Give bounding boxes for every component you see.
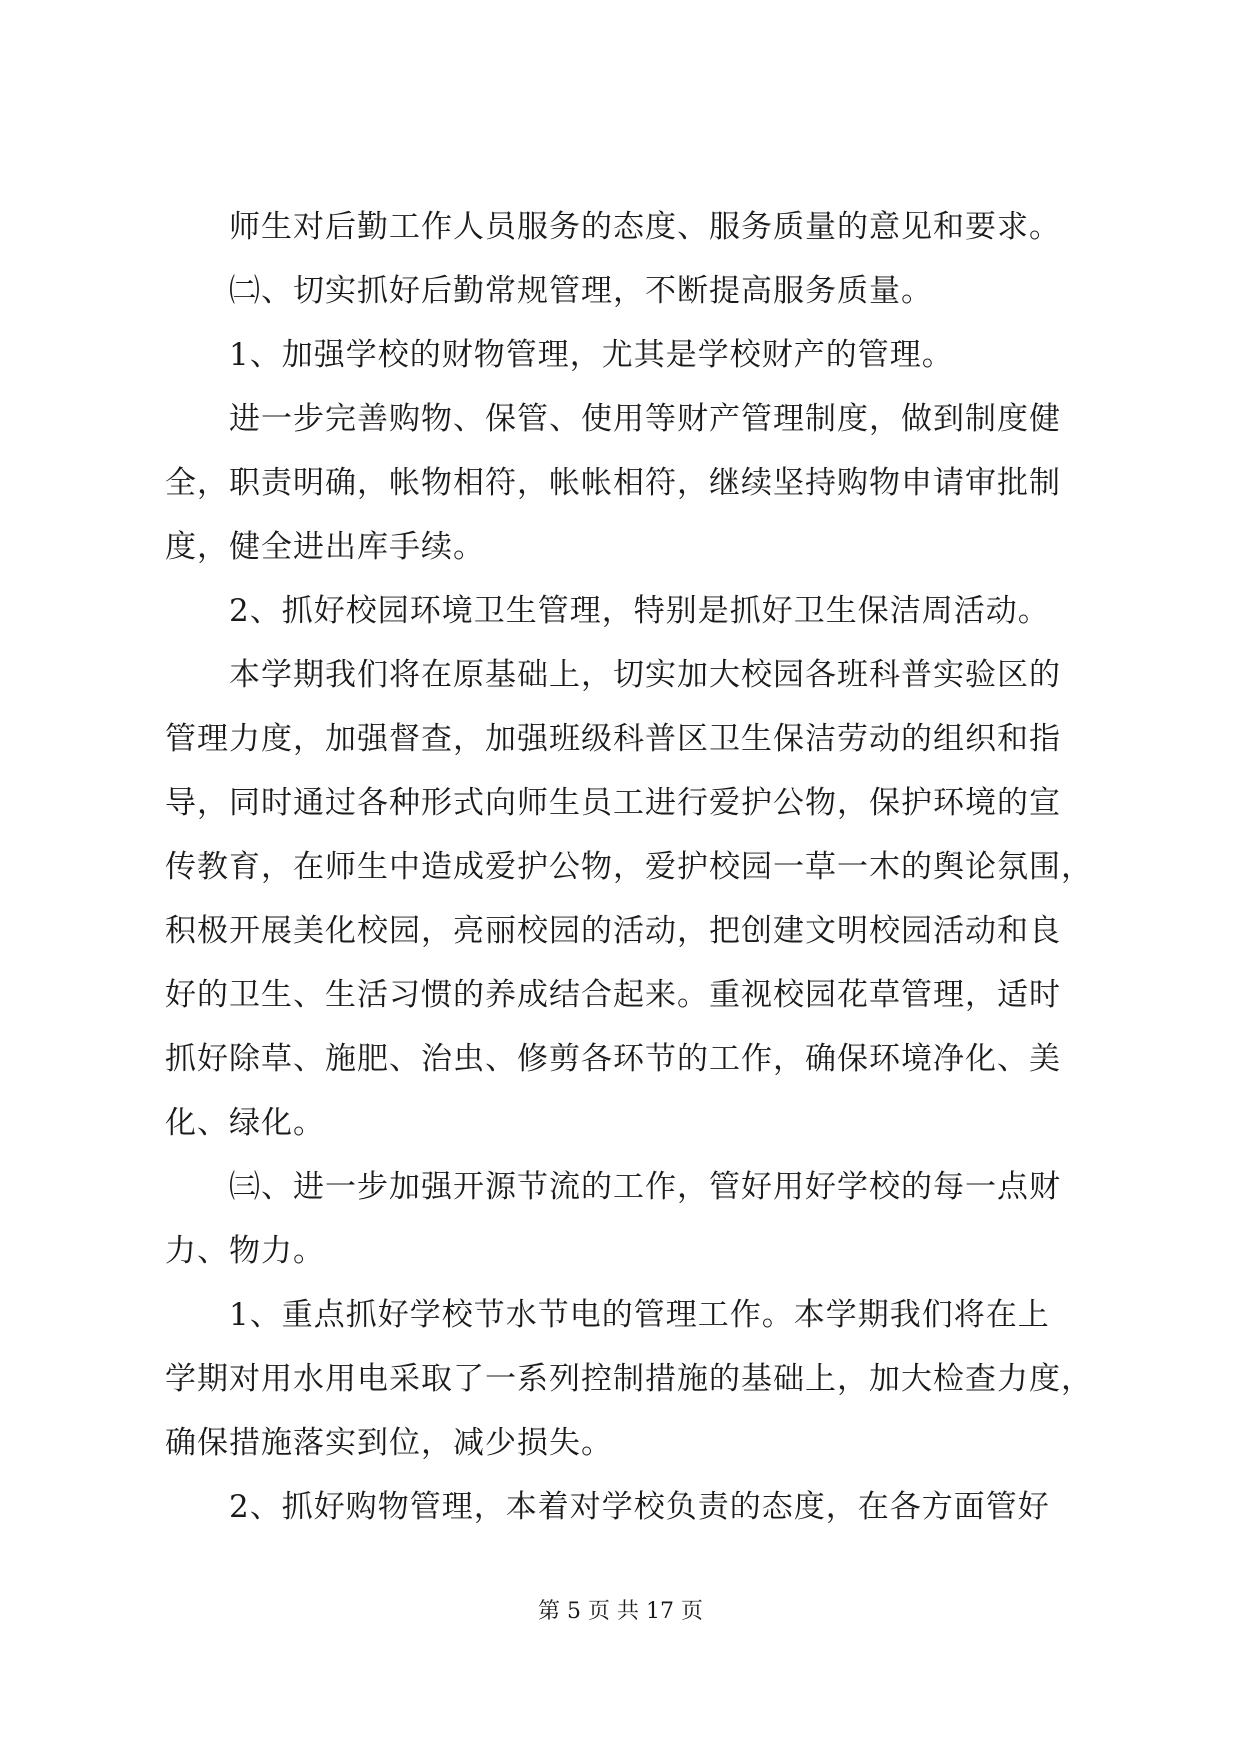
text-line: ㈡、切实抓好后勤常规管理，不断提高服务质量。 <box>229 273 933 309</box>
text-line: 2、抓好购物管理，本着对学校负责的态度，在各方面管好 <box>229 1489 1050 1525</box>
text-line: 进一步完善购物、保管、使用等财产管理制度，做到制度健 <box>229 401 1061 437</box>
text-line: 学期对用水用电采取了一系列控制措施的基础上，加大检查力度， <box>165 1361 1093 1397</box>
text-line: 1、重点抓好学校节水节电的管理工作。本学期我们将在上 <box>229 1297 1050 1333</box>
text-line: 度，健全进出库手续。 <box>165 529 485 565</box>
text-line: 管理力度，加强督查，加强班级科普区卫生保洁劳动的组织和指 <box>165 721 1061 757</box>
text-line: 师生对后勤工作人员服务的态度、服务质量的意见和要求。 <box>229 209 1061 245</box>
text-line: 2、抓好校园环境卫生管理，特别是抓好卫生保洁周活动。 <box>229 593 1050 629</box>
text-line: 确保措施落实到位，减少损失。 <box>165 1425 613 1461</box>
page-number-footer: 第 5 页 共 17 页 <box>538 1599 703 1624</box>
text-line: 化、绿化。 <box>165 1105 325 1141</box>
text-line: 传教育，在师生中造成爱护公物，爱护校园一草一木的舆论氛围， <box>165 849 1093 885</box>
text-line: 抓好除草、施肥、治虫、修剪各环节的工作，确保环境净化、美 <box>165 1041 1061 1077</box>
text-line: ㈢、进一步加强开源节流的工作，管好用好学校的每一点财 <box>229 1169 1061 1205</box>
text-line: 好的卫生、生活习惯的养成结合起来。重视校园花草管理，适时 <box>165 977 1061 1013</box>
text-line: 积极开展美化校园，亮丽校园的活动，把创建文明校园活动和良 <box>165 913 1061 949</box>
text-line: 1、加强学校的财物管理，尤其是学校财产的管理。 <box>229 337 954 373</box>
text-line: 力、物力。 <box>165 1233 325 1269</box>
text-line: 导，同时通过各种形式向师生员工进行爱护公物，保护环境的宣 <box>165 785 1061 821</box>
text-line: 全，职责明确，帐物相符，帐帐相符，继续坚持购物申请审批制 <box>165 465 1061 501</box>
text-line: 本学期我们将在原基础上，切实加大校园各班科普实验区的 <box>229 657 1061 693</box>
